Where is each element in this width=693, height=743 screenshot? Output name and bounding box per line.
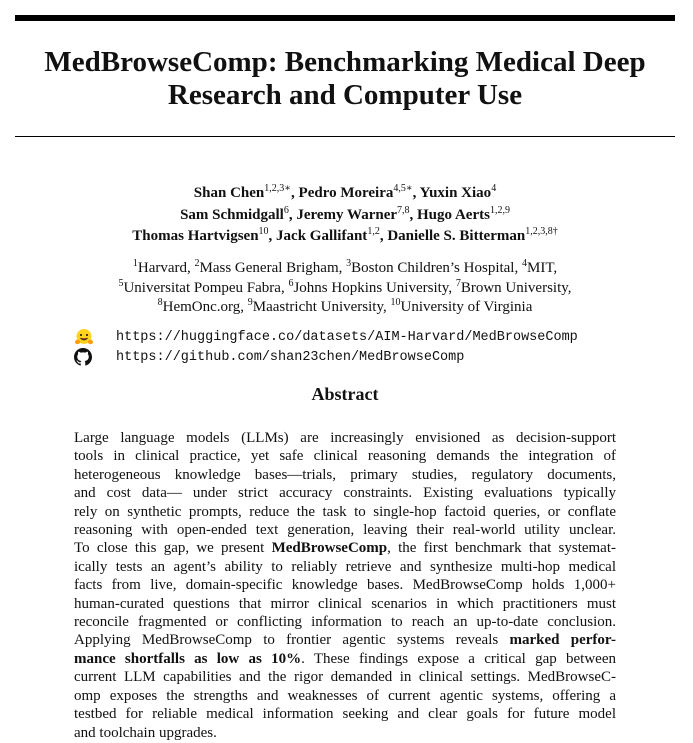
author-name: Sam Schmidgall (180, 206, 284, 223)
affil-number: 2 (194, 258, 200, 269)
abstract-text: current LLM capabilities and the rigor demanded in clinical settings. MedBrowseC- (74, 669, 616, 686)
affiliation: Brown University (460, 279, 568, 296)
abstract-line (74, 631, 616, 649)
author-name: Jack Gallifant (276, 228, 368, 244)
author-affil: 1,2 (367, 226, 380, 237)
affiliation: MIT (526, 260, 554, 276)
abstract-line (74, 668, 616, 686)
abstract-line (74, 687, 616, 705)
equal-contribution-mark: ∗ (405, 183, 413, 194)
abstract-line (74, 521, 616, 539)
affil-number: 6 (288, 277, 294, 289)
huggingface-url[interactable]: https://huggingface.co/datasets/AIM-Harvard/MedBrowseComp (116, 329, 578, 345)
affiliation: Harvard (137, 260, 187, 276)
affiliation: Johns Hopkins University (293, 279, 449, 296)
github-url[interactable]: https://github.com/shan23chen/MedBrowseComp (116, 349, 465, 365)
benchmark-name: MedBrowseComp (271, 540, 388, 557)
title-line-1: MedBrowseComp: Benchmarking Medical Deep (44, 46, 646, 78)
abstract-text (74, 539, 616, 557)
abstract-text (74, 650, 616, 668)
affil-number: 10 (390, 297, 401, 308)
author-affil: 1,2,9 (489, 204, 510, 216)
author-affil: 4 (491, 183, 497, 194)
affiliation: Mass General Brigham (199, 260, 339, 276)
abstract-line (74, 466, 616, 484)
author-name: Thomas Hartvigsen (132, 228, 259, 244)
author-affil: 6 (283, 204, 289, 216)
abstract-line (74, 484, 616, 502)
author-name: Hugo Aerts (417, 206, 490, 223)
abstract-text-part: , the first benchmark that systemat- (387, 540, 617, 557)
abstract-line (74, 429, 616, 447)
affiliation: HemOnc.org (162, 299, 241, 315)
title-rule (15, 136, 675, 137)
huggingface-link-row (74, 327, 674, 347)
affiliation-line-1: $^1$Harvard, $^2$Mass General Brigham, $^3$Boston Children’s Hospital, $^4$MIT, (132, 258, 558, 276)
abstract-line (74, 539, 616, 557)
abstract-text: and cost data— under strict accuracy constraints. Existing evaluations typically (74, 485, 616, 502)
author-name: Danielle S. Bitterman (387, 228, 526, 244)
paper-title (15, 46, 675, 112)
author-name: Jeremy Warner (296, 206, 398, 223)
resource-links (74, 327, 674, 367)
author-name: Yuxin Xiao (419, 185, 492, 201)
abstract-line (74, 595, 616, 613)
affil-number: 7 (455, 277, 461, 289)
affiliation: Maastricht University (252, 299, 383, 315)
affiliation-line-3: $^8$HemOnc.org, $^9$Maastricht University, $^{10}$University of Virginia (157, 297, 533, 315)
affil-number: 3 (346, 258, 352, 269)
author-list (15, 183, 675, 248)
abstract-text-part: Applying MedBrowseComp to frontier agentic systems reveals (74, 632, 499, 649)
key-finding: marked perfor- (509, 632, 616, 649)
abstract-line (74, 724, 616, 742)
author-line-2: Sam Schmidgall$^6$, Jeremy Warner$^{7,8}$, Hugo Aerts$^{1,2,9}$ (180, 204, 510, 223)
top-rule (15, 15, 675, 21)
abstract-line (74, 705, 616, 723)
affiliation-list (15, 259, 675, 318)
abstract-text: facts from live, domain-specific knowledge bases. MedBrowseComp holds 1,000+ (74, 577, 616, 594)
affil-number: 8 (157, 297, 163, 308)
abstract-text: tools in clinical practice, yet safe clinical reasoning demands the integration of (74, 448, 616, 465)
abstract-line (74, 558, 616, 576)
affiliation-line-2: $^5$Universitat Pompeu Fabra, $^6$Johns Hopkins University, $^7$Brown University, (118, 277, 572, 296)
affiliation: University of Virginia (400, 299, 533, 315)
affil-number: 9 (247, 297, 253, 308)
author-affil: 4,5 (393, 183, 406, 194)
affiliation: Boston Children’s Hospital (351, 260, 515, 276)
author-line-1: Shan Chen$^{1,2,3∗}$, Pedro Moreira$^{4,5∗}$, Yuxin Xiao$^4$ (193, 183, 497, 201)
abstract-text-part: To close this gap, we present (74, 540, 265, 557)
author-affil: 10 (258, 226, 269, 237)
abstract-text: reconcile fragmented or conflicting information to reach an up-to-date conclusion. (74, 614, 616, 631)
author-line-3: Thomas Hartvigsen$^{10}$, Jack Gallifant$^{1,2}$, Danielle S. Bitterman$^{1,2,3,8\dagger}$ (132, 226, 558, 244)
abstract-line (74, 447, 616, 465)
hugging-face-icon (74, 328, 96, 346)
abstract-body (74, 429, 616, 742)
key-finding: mance shortfalls as low as 10% (74, 650, 302, 667)
affil-number: 4 (521, 258, 527, 269)
github-icon (74, 348, 96, 366)
abstract-line (74, 650, 616, 668)
abstract-text: human-curated questions that mirror clinical scenarios in which practitioners must (74, 595, 616, 612)
abstract-line (74, 503, 616, 521)
abstract-text: ically tests an agent’s ability to reliably retrieve and synthesize multi-hop medical (74, 558, 616, 575)
github-link-row (74, 347, 674, 367)
abstract-text (74, 631, 616, 649)
abstract-text: rely on synthetic prompts, reduce the task to single-hop factoid queries, or conflate (74, 503, 616, 520)
abstract-line (74, 576, 616, 594)
abstract-text-part: . These findings expose a critical gap between (301, 650, 616, 667)
author-affil: 1,2,3,8† (525, 226, 558, 237)
affil-number: 1 (132, 258, 138, 269)
abstract-text: reasoning with open-ended text generation, leaving their real-world utility unclear. (74, 522, 616, 539)
author-affil: 1,2,3 (264, 183, 285, 194)
author-affil: 7,8 (397, 204, 410, 216)
abstract-line (74, 613, 616, 631)
abstract-text: omp exposes the strengths and weaknesses of current agentic systems, offering a (74, 687, 616, 704)
affiliation: Universitat Pompeu Fabra (123, 279, 281, 296)
author-name: Shan Chen (193, 185, 265, 201)
abstract-text: heterogeneous knowledge bases—trials, primary studies, regulatory documents, (74, 466, 616, 483)
affil-number: 5 (118, 277, 124, 289)
abstract-heading: Abstract (311, 384, 379, 404)
abstract-text: testbed for reliable medical information seeking and clear goals for future model (74, 706, 616, 723)
equal-contribution-mark: ∗ (284, 183, 292, 194)
abstract-text: and toolchain upgrades. (74, 724, 217, 741)
title-line-2: Research and Computer Use (167, 79, 523, 111)
author-name: Pedro Moreira (298, 185, 394, 201)
abstract-text: Large language models (LLMs) are increasingly envisioned as decision-support (74, 430, 616, 446)
